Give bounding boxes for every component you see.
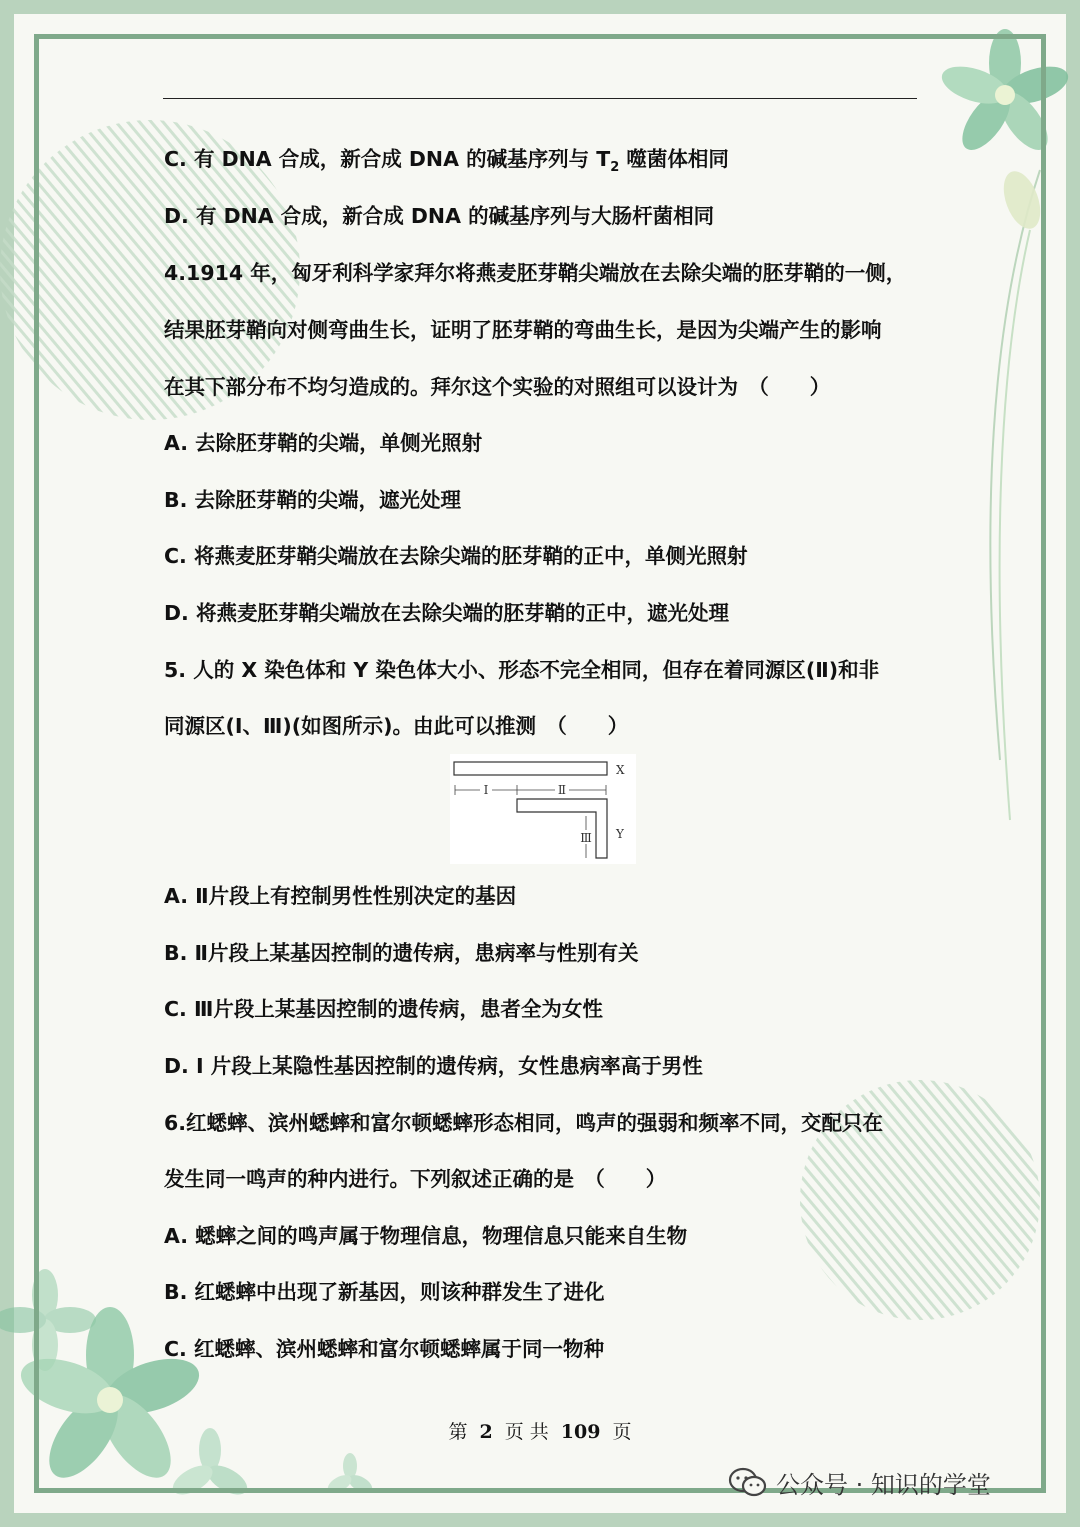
- label-y: Y: [616, 827, 624, 841]
- total-pages: 109: [560, 1421, 601, 1443]
- label-ii: Ⅱ: [557, 783, 567, 797]
- option-line: B. 去除胚芽鞘的尖端，遮光处理: [164, 488, 462, 512]
- option-line: C. Ⅲ片段上某基因控制的遗传病，患者全为女性: [164, 997, 603, 1021]
- footer-mid: 页 共: [504, 1421, 549, 1443]
- current-page-number: 2: [479, 1421, 493, 1443]
- header-rule: [163, 98, 917, 99]
- option-line: D. 将燕麦胚芽鞘尖端放在去除尖端的胚芽鞘的正中，遮光处理: [164, 601, 729, 625]
- question-line: 4.1914 年，匈牙利科学家拜尔将燕麦胚芽鞘尖端放在去除尖端的胚芽鞘的一侧，: [164, 261, 907, 285]
- label-i: Ⅰ: [483, 783, 489, 797]
- option-line: D. 有 DNA 合成，新合成 DNA 的碱基序列与大肠杆菌相同: [164, 204, 715, 228]
- footer-pre: 第: [448, 1421, 468, 1443]
- option-line: C. 将燕麦胚芽鞘尖端放在去除尖端的胚芽鞘的正中，单侧光照射: [164, 544, 748, 568]
- question-line: 6.红蟋蟀、滨州蟋蟀和富尔顿蟋蟀形态相同，鸣声的强弱和频率不同，交配只在: [164, 1111, 884, 1135]
- option-line: B. Ⅱ片段上某基因控制的遗传病，患病率与性别有关: [164, 941, 639, 965]
- label-iii: Ⅲ: [580, 831, 592, 845]
- question-line: 发生同一鸣声的种内进行。下列叙述正确的是 （ ）: [164, 1167, 667, 1191]
- footer-post: 页: [612, 1421, 632, 1443]
- option-line: A. 去除胚芽鞘的尖端，单侧光照射: [164, 431, 483, 455]
- question-line: 同源区(Ⅰ、Ⅲ)(如图所示)。由此可以推测 （ ）: [164, 714, 629, 738]
- option-line: A. Ⅱ片段上有控制男性性别决定的基因: [164, 884, 517, 908]
- question-line: 在其下部分布不均匀造成的。拜尔这个实验的对照组可以设计为 （ ）: [164, 375, 831, 399]
- watermark-text: 公众号 · 知识的学堂: [776, 1470, 991, 1499]
- option-line: A. 蟋蟀之间的鸣声属于物理信息，物理信息只能来自生物: [164, 1224, 688, 1248]
- question-line: 结果胚芽鞘向对侧弯曲生长，证明了胚芽鞘的弯曲生长，是因为尖端产生的影响: [164, 318, 882, 342]
- label-x: X: [616, 763, 625, 777]
- option-line: D. Ⅰ 片段上某隐性基因控制的遗传病，女性患病率高于男性: [164, 1054, 703, 1078]
- option-line: C. 红蟋蟀、滨州蟋蟀和富尔顿蟋蟀属于同一物种: [164, 1337, 604, 1361]
- option-line: B. 红蟋蟀中出现了新基因，则该种群发生了进化: [164, 1280, 605, 1304]
- chromosome-diagram: [450, 754, 636, 864]
- page-footer: [0, 1418, 1080, 1446]
- option-line: C. 有 DNA 合成，新合成 DNA 的碱基序列与 $T_2$ 噬菌体相同: [164, 147, 729, 176]
- question-line: 5. 人的 X 染色体和 Y 染色体大小、形态不完全相同，但存在着同源区(Ⅱ)和非: [164, 658, 880, 682]
- wechat-official-account-icon: [728, 1466, 768, 1498]
- watermark: [728, 1464, 991, 1500]
- subscript: 2: [610, 160, 620, 176]
